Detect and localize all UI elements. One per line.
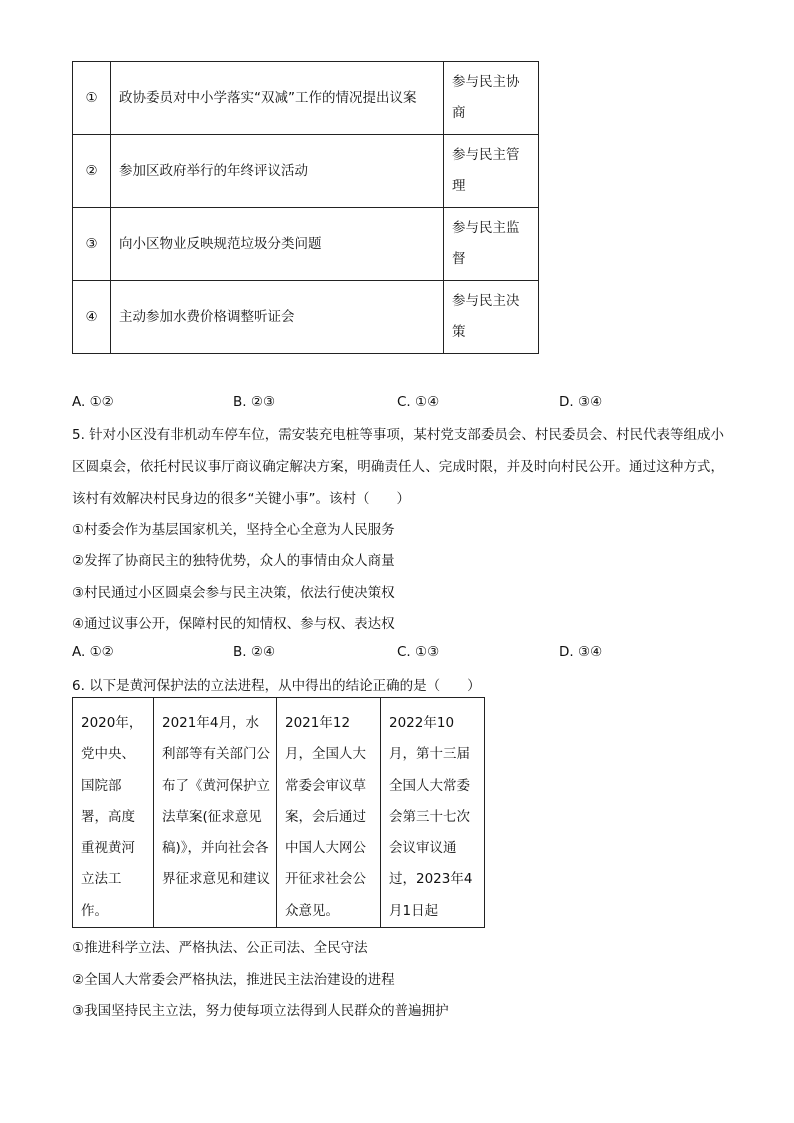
timeline-cell: 2021年4月，水利部等有关部门公布了《黄河保护立法草案(征求意见稿)》，并向社会各界征求意见和建议 — [154, 698, 277, 928]
row-type: 参与民主管理 — [444, 135, 539, 208]
q5-statement-2: ②发挥了协商民主的独特优势，众人的事情由众人商量 — [72, 553, 395, 569]
timeline-cell: 2022年10月，第十三届全国人大常委会第三十七次会议审议通过，2023年4月1日起 — [381, 698, 485, 928]
legislation-timeline-table — [72, 697, 485, 928]
q5-statement-1: ①村委会作为基层国家机关，坚持全心全意为人民服务 — [72, 522, 395, 538]
q5-statement-3: ③村民通过小区圆桌会参与民主决策，依法行使决策权 — [72, 585, 395, 601]
q5-statement-4: ④通过议事公开，保障村民的知情权、参与权、表达权 — [72, 616, 395, 632]
row-type: 参与民主监督 — [444, 208, 539, 281]
q5-stem: 5. 针对小区没有非机动车停车位，需安装充电桩等事项，某村党支部委员会、村民委员会、村民代表等组成小区圆桌会，依托村民议事厅商议确定解决方案，明确责任人、完成时限，并及时向村民公开。通过这种方式，该村有效解决村民身边的很多“关键小事”。该村（ ） — [72, 427, 724, 507]
option-d: D. ③④ — [559, 644, 603, 660]
table-row — [73, 281, 539, 354]
timeline-cell: 2020年，党中央、国院部署，高度重视黄河立法工作。 — [73, 698, 154, 928]
q6-statement-1: ①推进科学立法、严格执法、公正司法、全民守法 — [72, 940, 368, 956]
table-row — [73, 62, 539, 135]
q6-stem: 6. 以下是黄河保护法的立法进程，从中得出的结论正确的是（ ） — [72, 678, 481, 694]
row-type: 参与民主协商 — [444, 62, 539, 135]
participation-table — [72, 61, 539, 354]
row-number: ④ — [73, 281, 111, 354]
option-c: C. ①④ — [397, 394, 440, 410]
row-number: ② — [73, 135, 111, 208]
q4-options — [72, 394, 632, 414]
table-row — [73, 698, 485, 928]
row-description: 参加区政府举行的年终评议活动 — [111, 135, 444, 208]
table-row — [73, 208, 539, 281]
option-b: B. ②③ — [233, 394, 276, 410]
q6-statement-3: ③我国坚持民主立法，努力使每项立法得到人民群众的普遍拥护 — [72, 1003, 449, 1019]
timeline-cell: 2021年12月，全国人大常委会审议草案，会后通过中国人大网公开征求社会公众意见。 — [277, 698, 381, 928]
row-description: 政协委员对中小学落实“双减”工作的情况提出议案 — [111, 62, 444, 135]
table-row — [73, 135, 539, 208]
row-description: 向小区物业反映规范垃圾分类问题 — [111, 208, 444, 281]
option-c: C. ①③ — [397, 644, 440, 660]
row-type: 参与民主决策 — [444, 281, 539, 354]
row-number: ① — [73, 62, 111, 135]
option-d: D. ③④ — [559, 394, 603, 410]
option-b: B. ②④ — [233, 644, 276, 660]
q5-options — [72, 644, 632, 664]
row-number: ③ — [73, 208, 111, 281]
option-a: A. ①② — [72, 644, 114, 660]
option-a: A. ①② — [72, 394, 114, 410]
q6-statement-2: ②全国人大常委会严格执法，推进民主法治建设的进程 — [72, 972, 395, 988]
row-description: 主动参加水费价格调整听证会 — [111, 281, 444, 354]
